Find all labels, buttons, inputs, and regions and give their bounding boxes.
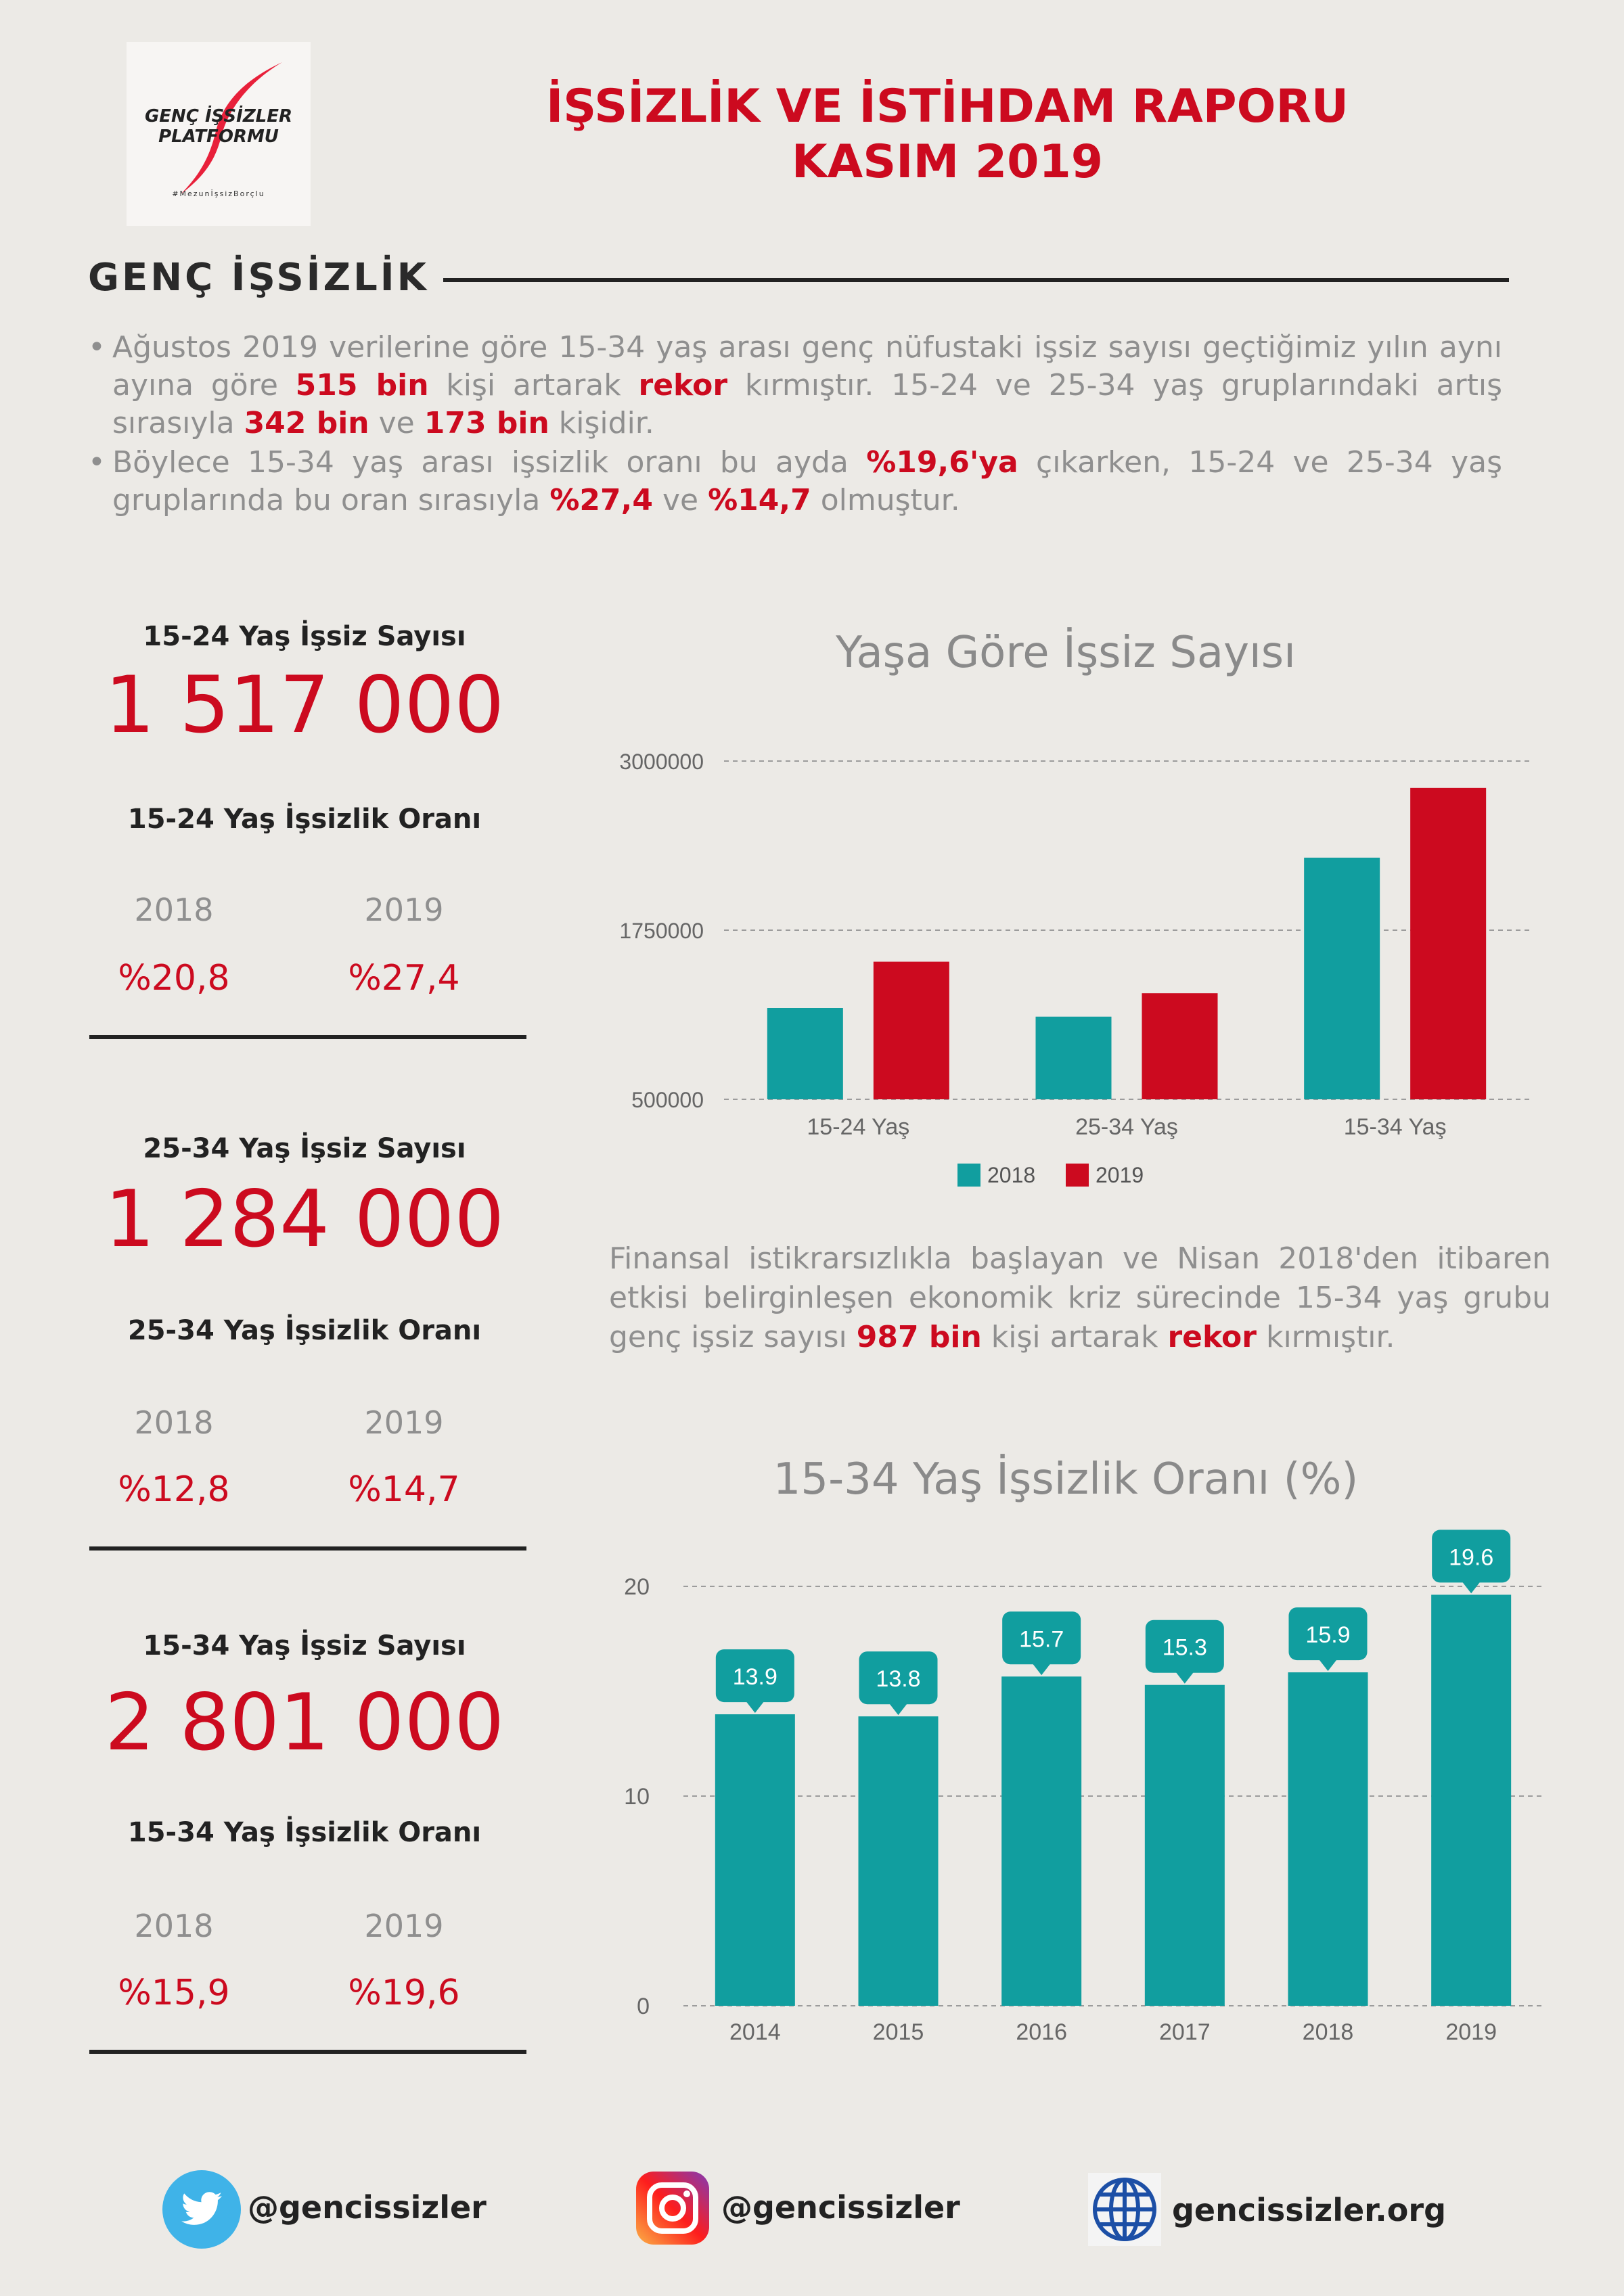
chart2-title: 15-34 Yaş İşsizlik Oranı (%) [773, 1454, 1359, 1505]
bar-2018 [767, 1008, 843, 1099]
stat-rate-label: 15-34 Yaş İşsizlik Oranı [127, 1817, 482, 1848]
stat-count: 2 801 000 [104, 1677, 505, 1768]
data-label: 15.7 [1019, 1626, 1064, 1653]
bar-2018 [1036, 1017, 1112, 1099]
stat-year-2019: 2019 [364, 1908, 444, 1944]
stat-count-label: 15-24 Yaş İşsiz Sayısı [143, 621, 466, 652]
x-tick-label: 2015 [872, 2019, 924, 2045]
stat-rate-label: 25-34 Yaş İşsizlik Oranı [127, 1315, 482, 1346]
stat-divider [89, 1035, 526, 1039]
legend-label: 2018 [987, 1163, 1036, 1187]
logo-tagline: #MezunİşsizBorçlu [172, 189, 265, 198]
stat-divider [89, 2050, 526, 2054]
data-label-pointer [1319, 1659, 1338, 1671]
y-tick-label: 500000 [631, 1088, 704, 1112]
section-title: GENÇ İŞSİZLİK [88, 256, 430, 300]
stat-count-label: 15-34 Yaş İşsiz Sayısı [143, 1630, 466, 1661]
instagram-icon[interactable] [636, 2172, 709, 2245]
bar [859, 1716, 939, 2006]
crisis-paragraph: Finansal istikrarsızlıkla başlayan ve Nisan 2018'den itibaren etkisi belirginleşen ekonomik kriz sürecinde 15-34 yaş grubu genç işsiz sayısı 987 bin kişi artarak rekor kırmıştır. [609, 1241, 1551, 1354]
stat-year-2018: 2018 [134, 892, 214, 928]
bullet-1: • Ağustos 2019 verilerine göre 15-34 yaş arası genç nüfustaki işsiz sayısı geçtiğimiz yılın aynı ayına göre 515 bin kişi artarak rekor kırmıştır. 15-24 ve 25-34 yaş gruplarındaki artış sırasıyla 342 bin ve 173 bin kişidir. [88, 330, 1503, 440]
stat-rate-2019: %14,7 [348, 1469, 460, 1510]
report-title: İŞSİZLİK VE İSTİHDAM RAPORU [545, 80, 1349, 133]
stat-rate-2018: %12,8 [118, 1469, 230, 1510]
bar-2018 [1304, 858, 1380, 1099]
data-label: 15.9 [1305, 1622, 1351, 1649]
legend-swatch [1066, 1164, 1089, 1187]
twitter-handle[interactable]: @gencissizler [248, 2189, 487, 2226]
y-tick-label: 20 [624, 1574, 650, 1600]
bar [715, 1714, 795, 2006]
stat-count: 1 284 000 [104, 1174, 505, 1265]
stat-rate-label: 15-24 Yaş İşsizlik Oranı [127, 804, 482, 835]
stat-rate-2019: %19,6 [348, 1973, 460, 2013]
x-tick-label: 2014 [729, 2019, 781, 2045]
bar [1001, 1676, 1081, 2006]
stat-year-2018: 2018 [134, 1404, 214, 1441]
x-tick-label: 2016 [1016, 2019, 1067, 2045]
stat-rate-2018: %15,9 [118, 1973, 230, 2013]
stat-divider [89, 1546, 526, 1551]
x-tick-label: 2019 [1445, 2019, 1497, 2045]
stat-year-2019: 2019 [364, 1404, 444, 1441]
data-label: 13.8 [876, 1666, 921, 1693]
stat-year-2018: 2018 [134, 1908, 214, 1944]
bar-2019 [1410, 788, 1486, 1099]
bullet-dot: • [88, 330, 106, 365]
y-tick-label: 1750000 [619, 919, 704, 943]
bar [1145, 1685, 1225, 2006]
data-label-pointer [1462, 1581, 1481, 1593]
data-label-pointer [746, 1701, 765, 1713]
bullet-dot: • [88, 445, 106, 480]
y-tick-label: 3000000 [619, 750, 704, 774]
legend-swatch [957, 1164, 980, 1187]
bar [1288, 1672, 1368, 2006]
stat-year-2019: 2019 [364, 892, 444, 928]
stat-rate-2019: %27,4 [348, 958, 460, 998]
x-tick-label: 15-34 Yaş [1343, 1114, 1447, 1140]
stat-rate-2018: %20,8 [118, 958, 230, 998]
bar-2019 [1142, 993, 1218, 1099]
chart1-title: Yaşa Göre İşsiz Sayısı [836, 628, 1296, 678]
x-tick-label: 15-24 Yaş [807, 1114, 910, 1140]
bar-2019 [874, 962, 949, 1099]
data-label-pointer [889, 1703, 908, 1715]
data-label: 15.3 [1162, 1634, 1207, 1661]
age-unemployment-chart [582, 731, 1543, 1204]
bar [1431, 1594, 1511, 2006]
twitter-icon[interactable] [162, 2170, 241, 2249]
website[interactable]: gencissizler.org [1172, 2192, 1446, 2228]
bullet-2: • Böylece 15-34 yaş arası işsizlik oranı bu ayda %19,6'ya çıkarken, 15-24 ve 25-34 yaş gruplarında bu oran sırasıyla %27,4 ve %14,7 olmuştur. [88, 445, 1502, 518]
logo [127, 42, 311, 226]
data-label: 13.9 [732, 1664, 777, 1691]
data-label-pointer [1175, 1672, 1194, 1684]
x-tick-label: 25-34 Yaş [1075, 1114, 1178, 1140]
x-tick-label: 2017 [1159, 2019, 1211, 2045]
rate-chart [582, 1509, 1543, 2050]
logo-line1: GENÇ İŞSİZLER [144, 106, 293, 127]
y-tick-label: 0 [637, 1994, 650, 2019]
logo-line2: PLATFORMU [158, 127, 279, 147]
y-tick-label: 10 [624, 1784, 650, 1810]
instagram-handle[interactable]: @gencissizler [721, 2189, 960, 2226]
data-label: 19.6 [1449, 1544, 1494, 1571]
report-subtitle: KASIM 2019 [791, 135, 1104, 189]
globe-icon[interactable] [1088, 2173, 1161, 2246]
stat-count: 1 517 000 [104, 660, 505, 751]
section-divider [443, 278, 1509, 282]
x-tick-label: 2018 [1302, 2019, 1354, 2045]
legend-label: 2019 [1096, 1163, 1144, 1187]
data-label-pointer [1032, 1663, 1051, 1675]
stat-count-label: 25-34 Yaş İşsiz Sayısı [143, 1133, 466, 1164]
